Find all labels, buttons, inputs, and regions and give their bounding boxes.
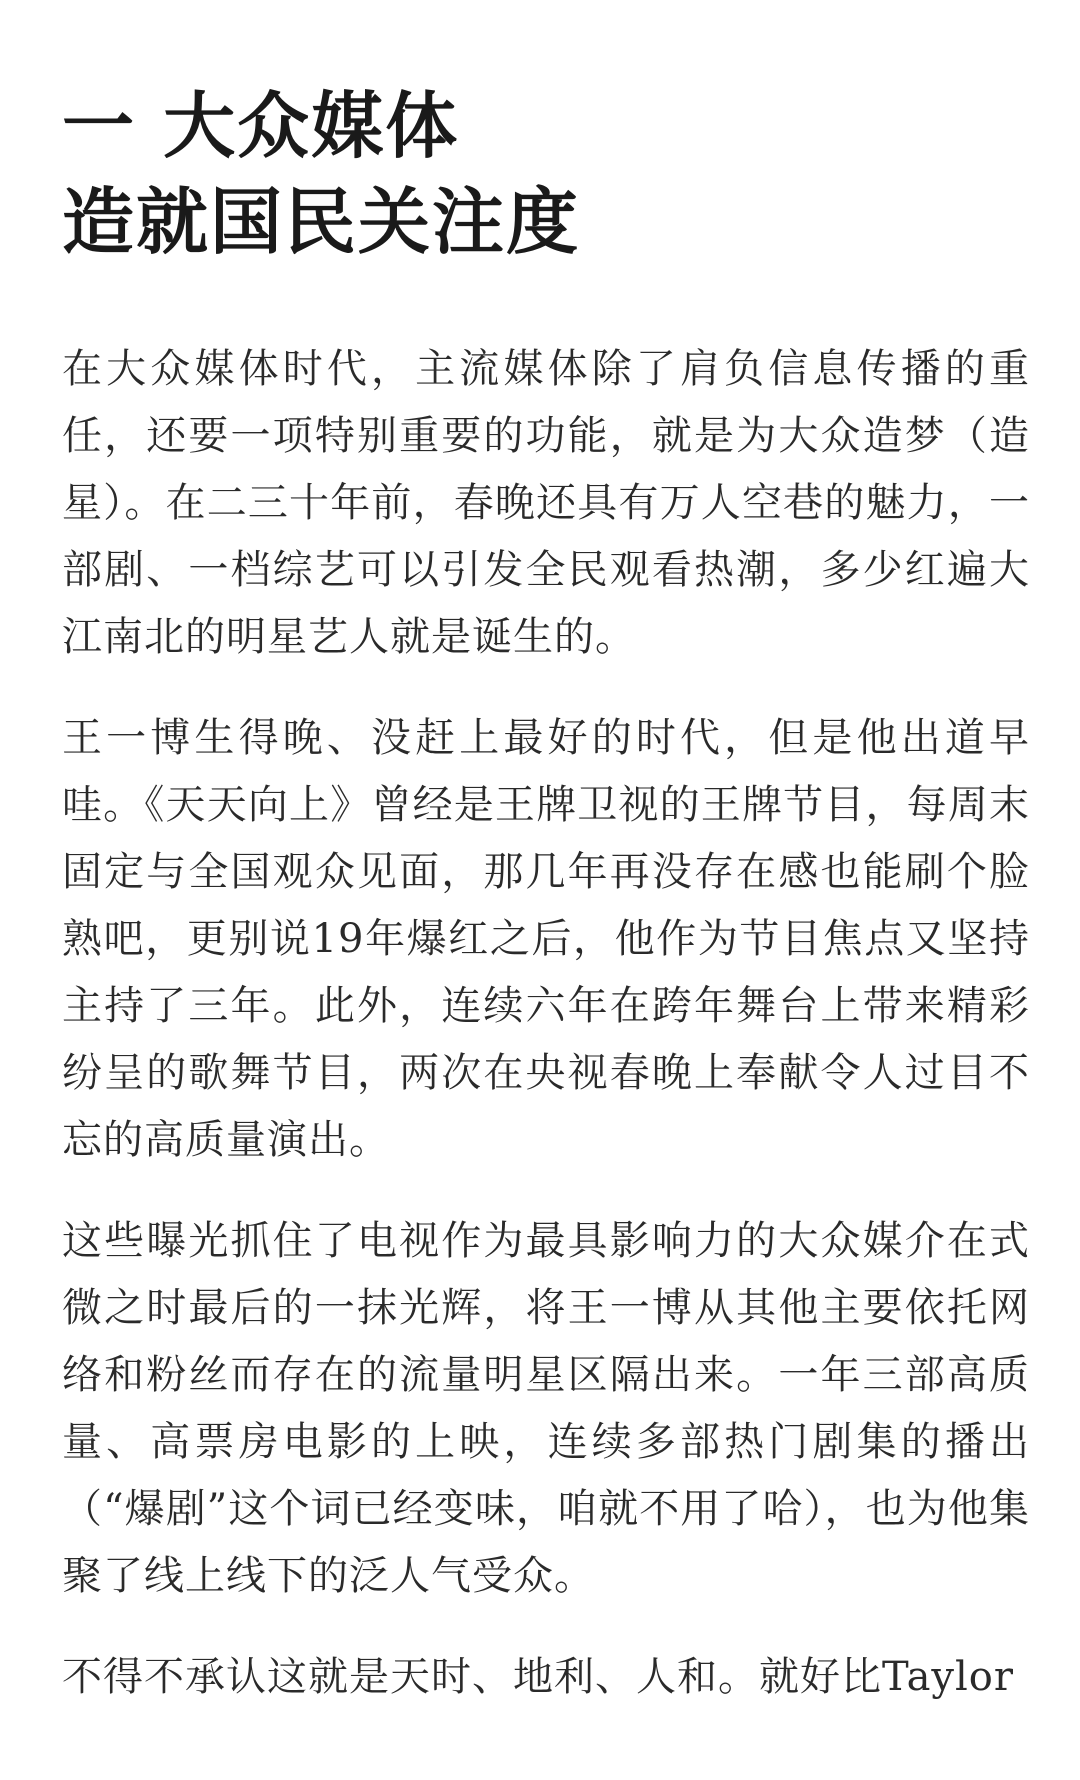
- article-body: [62, 336, 1030, 1711]
- paragraph-1: 在大众媒体时代，主流媒体除了肩负信息传播的重任，还要一项特别重要的功能，就是为大众造梦（造星）。在二三十年前，春晚还具有万人空巷的魅力，一部剧、一档综艺可以引发全民观看热潮，多少红遍大江南北的明星艺人就是诞生的。: [62, 346, 1030, 660]
- paragraph-2: 王一博生得晚、没赶上最好的时代，但是他出道早哇。《天天向上》曾经是王牌卫视的王牌节目，每周末固定与全国观众见面，那几年再没存在感也能刷个脸熟吧，更别说19年爆红之后，他作为节目焦点又坚持主持了三年。此外，连续六年在跨年舞台上带来精彩纷呈的歌舞节目，两次在央视春晚上奉献令人过目不忘的高质量演出。: [62, 715, 1030, 1163]
- paragraph-4: 不得不承认这就是天时、地利、人和。就好比Taylor: [62, 1654, 1015, 1700]
- paragraph-3: 这些曝光抓住了电视作为最具影响力的大众媒介在式微之时最后的一抹光辉，将王一博从其他主要依托网络和粉丝而存在的流量明星区隔出来。一年三部高质量、高票房电影的上映，连续多部热门剧集的播出（“爆剧”这个词已经变味，咱就不用了哈），也为他集聚了线上线下的泛人气受众。: [62, 1218, 1030, 1599]
- section-title-line-1: 一 大众媒体: [62, 83, 460, 168]
- section-title: [62, 78, 1002, 270]
- section-title-line-2: 造就国民关注度: [62, 179, 581, 264]
